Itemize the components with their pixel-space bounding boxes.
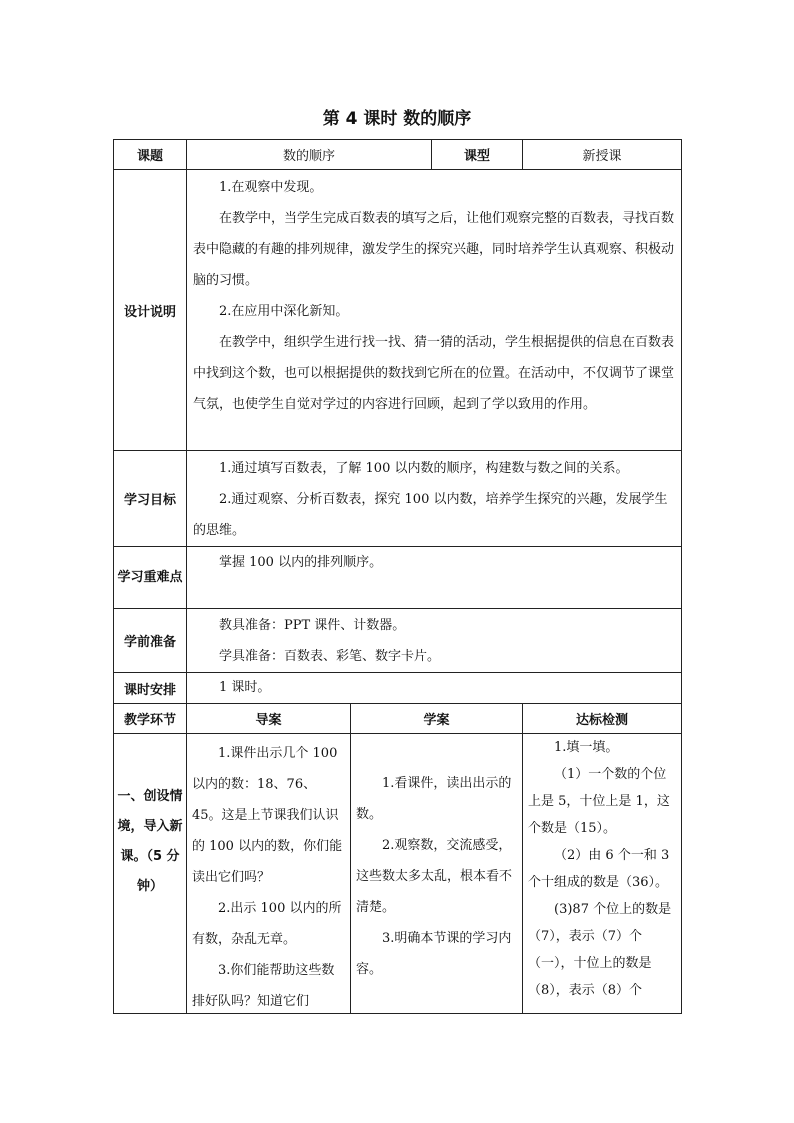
study-step: 1.看课件，读出出示的数。 <box>356 776 512 822</box>
preparation-label: 学前准备 <box>114 609 187 673</box>
preparation-line: 学具准备：百数表、彩笔、数字卡片。 <box>219 649 441 664</box>
section1-stage <box>114 734 187 1014</box>
design-paragraph: 1.在观察中发现。 <box>219 180 323 195</box>
design-paragraph: 在教学中，组织学生进行找一找、猜一猜的活动，学生根据提供的信息在百数表中找到这个数，也可以根据提供的数找到它所在的位置。在活动中，不仅调节了课堂气氛，也使学生自觉对学过的内容进行回顾，起到了学以致用的作用。 <box>193 335 675 412</box>
page-title: 第 4 课时 数的顺序 <box>322 109 472 129</box>
preparation-row <box>114 609 682 673</box>
key-points-row <box>114 547 682 609</box>
type-label: 课型 <box>432 140 523 170</box>
schedule-row <box>114 673 682 704</box>
design-row <box>114 170 682 451</box>
topic-label: 课题 <box>114 140 187 170</box>
study-header: 学案 <box>351 704 523 734</box>
design-paragraph: 2.在应用中深化新知。 <box>219 304 349 319</box>
design-paragraph: 在教学中，当学生完成百数表的填写之后，让他们观察完整的百数表，寻找百数表中隐藏的有趣的排列规律，激发学生的探究兴趣，同时培养学生认真观察、积极动脑的习惯。 <box>193 211 675 288</box>
schedule-text: 1 课时。 <box>219 680 271 695</box>
key-points-text: 掌握 100 以内的排列顺序。 <box>219 555 383 570</box>
preparation-content <box>187 609 682 673</box>
objectives-row <box>114 451 682 547</box>
guide-header: 导案 <box>187 704 351 734</box>
check-header: 达标检测 <box>523 704 682 734</box>
guide-step: 3.你们能帮助这些数排好队吗？知道它们 <box>192 963 335 1009</box>
type-value: 新授课 <box>523 140 682 170</box>
guide-step: 2.出示 100 以内的所有数，杂乱无章。 <box>192 901 342 947</box>
design-content <box>187 170 682 451</box>
study-step: 2.观察数，交流感受，这些数太多太乱，根本看不清楚。 <box>356 838 513 915</box>
section1-study <box>351 734 523 1014</box>
preparation-line: 教具准备：PPT 课件、计数器。 <box>219 618 406 633</box>
schedule-content <box>187 673 682 704</box>
objectives-label: 学习目标 <box>114 451 187 547</box>
objectives-content <box>187 451 682 547</box>
key-points-content <box>187 547 682 609</box>
section1-stage-text: 一、创设情境，导入新课。（5 分钟） <box>117 789 183 894</box>
stage-header: 教学环节 <box>114 704 187 734</box>
objective-paragraph: 1.通过填写百数表，了解 100 以内数的顺序，构建数与数之间的关系。 <box>219 461 629 476</box>
section1-row <box>114 734 682 1014</box>
lesson-plan-table <box>113 139 682 1014</box>
check-item: （2）由 6 个一和 3 个十组成的数是（36）。 <box>528 848 670 890</box>
topic-value: 数的顺序 <box>187 140 432 170</box>
check-title: 1.填一填。 <box>554 740 619 755</box>
objective-paragraph: 2.通过观察、分析百数表，探究 100 以内数，培养学生探究的兴趣，发展学生的思维。 <box>193 492 668 538</box>
guide-step: 1.课件出示几个 100 以内的数：18、76、45。这是上节课我们认识的 100 以内的数，你们能读出它们吗？ <box>192 746 343 885</box>
section-header-row <box>114 704 682 734</box>
check-item: (3)87 个位上的数是（7），表示（7）个（一），十位上的数是（8），表示（8）个 <box>528 902 672 998</box>
design-label: 设计说明 <box>114 170 187 451</box>
schedule-label: 课时安排 <box>114 673 187 704</box>
study-step: 3.明确本节课的学习内容。 <box>356 931 512 977</box>
topic-row <box>114 140 682 170</box>
check-item: （1）一个数的个位上是 5，十位上是 1，这个数是（15）。 <box>528 767 670 836</box>
section1-check <box>523 734 682 1014</box>
key-points-label: 学习重难点 <box>114 547 187 609</box>
section1-guide <box>187 734 351 1014</box>
